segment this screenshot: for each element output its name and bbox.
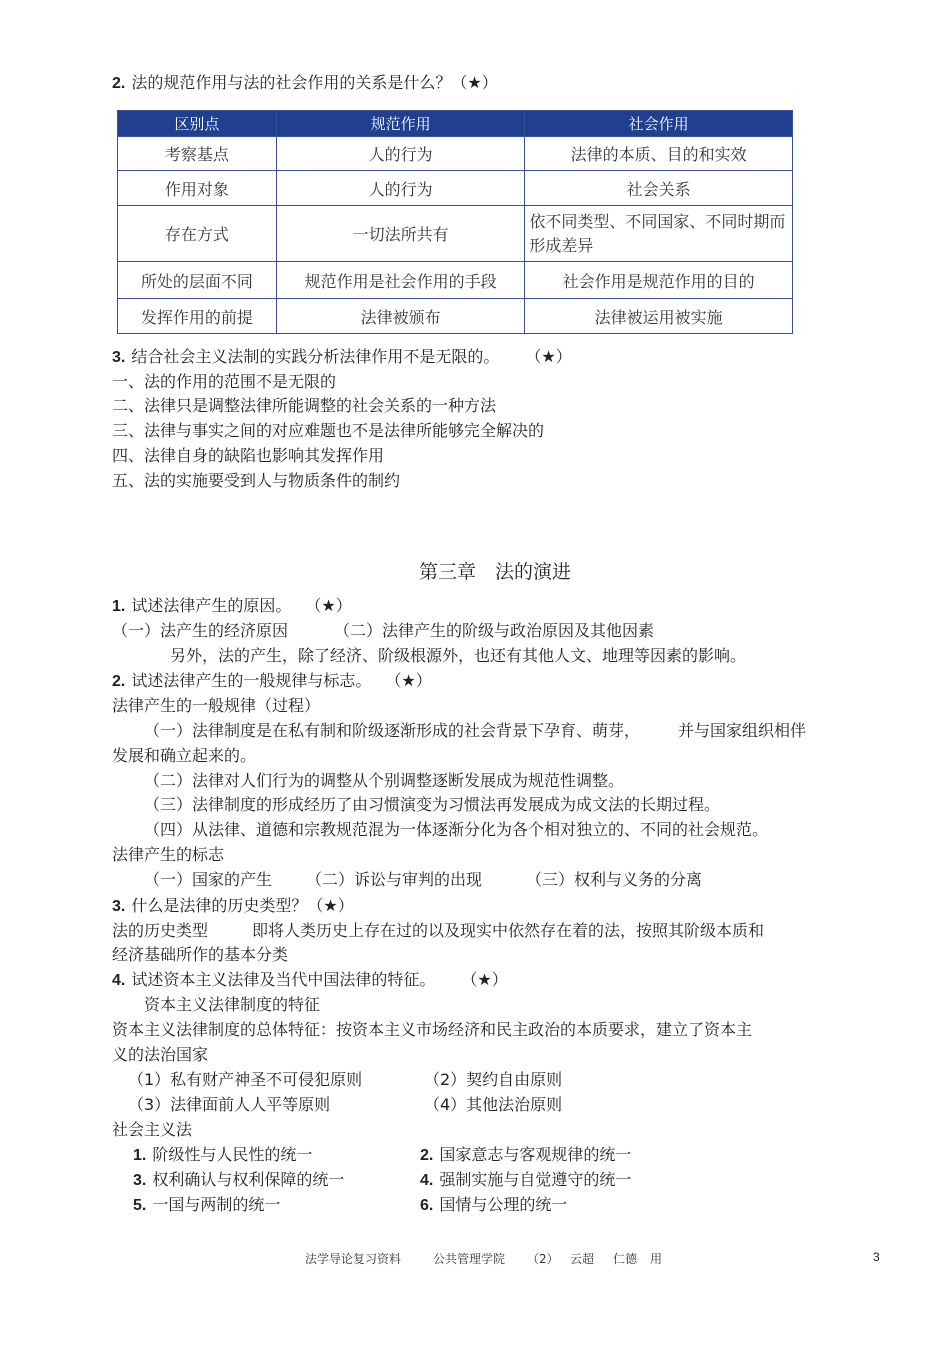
list-item xyxy=(420,1194,567,1217)
item-text: 权利确认与权利保障的统一 xyxy=(152,1170,345,1189)
item-number: 6. xyxy=(420,1197,434,1214)
question-text: 试述法律产生的原因。 xyxy=(131,596,292,615)
table-row xyxy=(118,262,793,299)
question-4-ch3 xyxy=(112,969,508,992)
paragraph: 发展和确立起来的。 xyxy=(112,746,257,765)
table-cell: 法律被颁布 xyxy=(276,299,525,334)
table-cell: 一切法所共有 xyxy=(276,206,525,262)
item-number: 3. xyxy=(133,1172,147,1189)
table-row xyxy=(118,299,793,334)
paragraph: （四）从法律、道德和宗教规范混为一体逐渐分化为各个相对独立的、不同的社会规范。 xyxy=(144,820,769,839)
table-cell: 所处的层面不同 xyxy=(118,262,277,299)
list-item: 二、法律只是调整法律所能调整的社会关系的一种方法 xyxy=(112,396,497,415)
item-number: 2. xyxy=(420,1147,434,1164)
subheading: 社会主义法 xyxy=(112,1120,193,1139)
question-text: 法的规范作用与法的社会作用的关系是什么？（★） xyxy=(131,73,498,92)
table-header-row xyxy=(118,111,793,137)
list-item: （3）法律面前人人平等原则 xyxy=(128,1095,331,1114)
list-item xyxy=(420,1144,631,1167)
table-header: 区别点 xyxy=(118,111,277,137)
footer-text: （2） xyxy=(527,1252,559,1266)
star-mark: （★） xyxy=(305,596,352,615)
list-item: 一、法的作用的范围不是无限的 xyxy=(112,372,337,391)
item-number: 1. xyxy=(133,1147,147,1164)
item-text: 强制实施与自觉遵守的统一 xyxy=(439,1170,632,1189)
paragraph xyxy=(144,720,806,742)
item-number: 4. xyxy=(420,1172,434,1189)
question-1 xyxy=(112,595,352,618)
item-text: 国情与公理的统一 xyxy=(439,1195,568,1214)
list-item: （二）诉讼与审判的出现 xyxy=(306,870,483,889)
list-item: （4）其他法治原则 xyxy=(424,1095,563,1114)
table-row xyxy=(118,171,793,206)
list-item: （三）权利与义务的分离 xyxy=(526,870,703,889)
footer-text: 用 xyxy=(650,1252,663,1266)
subheading: 资本主义法律制度的特征 xyxy=(144,995,321,1014)
item-number: 5. xyxy=(133,1197,147,1214)
list-item: 五、法的实施要受到人与物质条件的制约 xyxy=(112,471,401,490)
star-mark: （★） xyxy=(461,970,508,989)
list-item: （一）法产生的经济原因 xyxy=(112,621,289,640)
term-label: 法的历史类型 xyxy=(112,921,209,940)
star-mark: （★） xyxy=(385,671,432,690)
question-text: 试述法律产生的一般规律与标志。 xyxy=(131,671,372,690)
subheading: 法律产生的一般规律（过程） xyxy=(112,696,321,715)
list-item: （2）契约自由原则 xyxy=(424,1070,563,1089)
paragraph: （二）法律对人们行为的调整从个别调整逐断发展成为规范性调整。 xyxy=(144,771,625,790)
question-number: 1. xyxy=(112,598,126,615)
paragraph-text: 即将人类历史上存在过的以及现实中依然存在着的法，按照其阶级本质和 xyxy=(252,921,765,940)
list-item xyxy=(133,1169,344,1192)
table-cell: 作用对象 xyxy=(118,171,277,206)
table-cell: 规范作用是社会作用的手段 xyxy=(276,262,525,299)
footer-text: 公共管理学院 xyxy=(433,1252,506,1266)
paragraph: 义的法治国家 xyxy=(112,1045,209,1064)
star-mark: （★） xyxy=(525,347,572,366)
question-3-ch3 xyxy=(112,895,354,918)
table-cell: 人的行为 xyxy=(276,171,525,206)
paragraph xyxy=(112,620,654,642)
table-cell: 社会作用是规范作用的目的 xyxy=(525,262,793,299)
table-cell: 考察基点 xyxy=(118,137,277,171)
item-text: 国家意志与客观规律的统一 xyxy=(439,1145,632,1164)
page-number: 3 xyxy=(873,1250,880,1264)
paragraph xyxy=(112,920,764,942)
paragraph xyxy=(144,869,702,891)
question-2-ch3 xyxy=(112,670,432,693)
table-row xyxy=(118,206,793,262)
list-item: 三、法律与事实之间的对应难题也不是法律所能够完全解决的 xyxy=(112,421,545,440)
paragraph: （三）法律制度的形成经历了由习惯演变为习惯法再发展成为成文法的长期过程。 xyxy=(144,795,721,814)
question-2 xyxy=(112,72,498,95)
question-number: 4. xyxy=(112,972,126,989)
footer-text: 仁德 xyxy=(613,1252,638,1266)
question-number: 2. xyxy=(112,673,126,690)
question-number: 2. xyxy=(112,75,126,92)
table-cell: 社会关系 xyxy=(525,171,793,206)
footer-text: 法学导论复习资料 xyxy=(305,1252,402,1266)
table-cell: 人的行为 xyxy=(276,137,525,171)
item-text: 阶级性与人民性的统一 xyxy=(152,1145,313,1164)
item-text: 一国与两制的统一 xyxy=(152,1195,281,1214)
paragraph-text: （一）法律制度是在私有制和阶级逐渐形成的社会背景下孕育、萌芽， xyxy=(144,721,641,740)
question-text: 试述资本主义法律及当代中国法律的特征。 xyxy=(131,970,436,989)
table-row xyxy=(118,137,793,171)
table-cell: 发挥作用的前提 xyxy=(118,299,277,334)
list-item xyxy=(133,1144,312,1167)
table-header: 规范作用 xyxy=(276,111,525,137)
question-text: 什么是法律的历史类型？（★） xyxy=(131,896,354,915)
question-number: 3. xyxy=(112,349,126,366)
table-cell: 法律的本质、目的和实效 xyxy=(525,137,793,171)
list-item: （一）国家的产生 xyxy=(144,870,273,889)
list-item: （二）法律产生的阶级与政治原因及其他因素 xyxy=(334,621,655,640)
paragraph: 资本主义法律制度的总体特征：按资本主义市场经济和民主政治的本质要求，建立了资本主 xyxy=(112,1020,753,1039)
paragraph: 另外，法的产生，除了经济、阶级根源外，也还有其他人文、地理等因素的影响。 xyxy=(170,646,747,665)
paragraph: 经济基础所作的基本分类 xyxy=(112,945,289,964)
subheading: 法律产生的标志 xyxy=(112,845,225,864)
table-cell: 存在方式 xyxy=(118,206,277,262)
paragraph-text: 并与国家组织相伴 xyxy=(678,721,807,740)
table-cell: 依不同类型、不同国家、不同时期而形成差异 xyxy=(525,206,793,262)
comparison-table xyxy=(117,110,793,334)
question-number: 3. xyxy=(112,898,126,915)
question-3 xyxy=(112,346,572,369)
list-item xyxy=(133,1194,280,1217)
question-text: 结合社会主义法制的实践分析法律作用不是无限的。 xyxy=(131,347,500,366)
list-item: 四、法律自身的缺陷也影响其发挥作用 xyxy=(112,446,385,465)
table-cell: 法律被运用被实施 xyxy=(525,299,793,334)
footer-text: 云超 xyxy=(570,1252,595,1266)
chapter-title: 第三章 法的演进 xyxy=(418,561,571,583)
list-item: （1）私有财产神圣不可侵犯原则 xyxy=(128,1070,363,1089)
table-header: 社会作用 xyxy=(525,111,793,137)
list-item xyxy=(420,1169,631,1192)
